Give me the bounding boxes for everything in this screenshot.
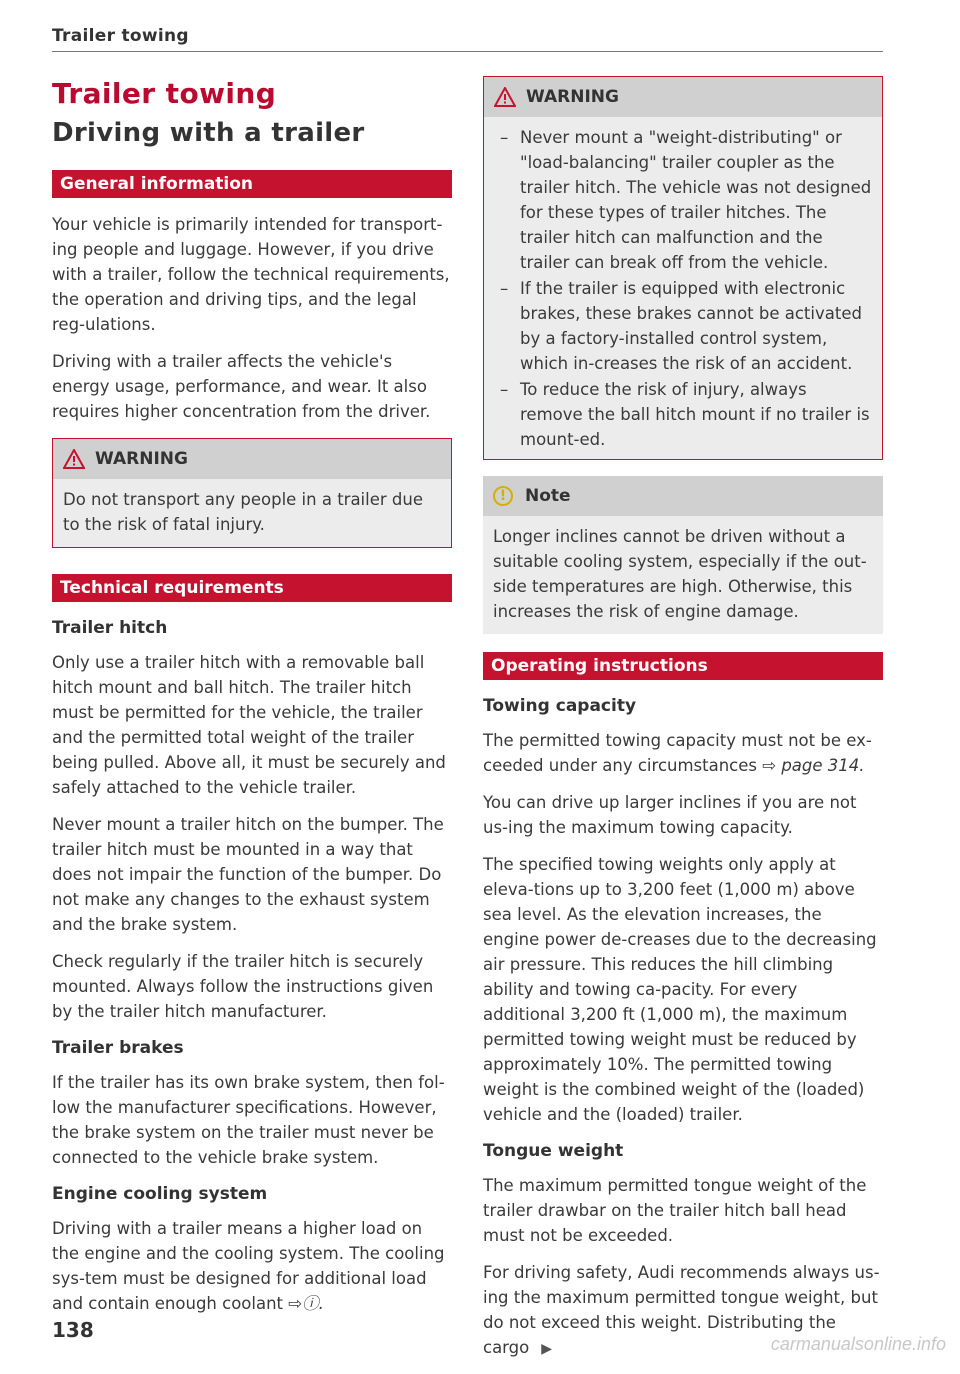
engine-cooling-paragraph: [52, 1216, 452, 1316]
warning-list-item: – If the trailer is equipped with electronic brakes, these brakes cannot be activated by a factory-installed control system, which in-creases the risk of an accident.: [494, 276, 872, 376]
tongue-paragraph-1: The maximum permitted tongue weight of the trailer drawbar on the trailer hitch ball head must not be exceeded.: [483, 1176, 867, 1245]
general-information-heading: General information: [52, 170, 452, 198]
operating-instructions-heading: Operating instructions: [483, 652, 883, 680]
note-box-body: [483, 516, 883, 634]
warning-box-2-body: [484, 117, 882, 459]
continue-arrow-icon: ▶: [541, 1341, 553, 1357]
trailer-brakes-paragraph: If the trailer has its own brake system, then fol-low the manufacturer specifications. However, the brake system on the trailer must never be connected to the vehicle brake system.: [52, 1073, 445, 1167]
note-box-title: Note: [525, 486, 571, 506]
page-reference-link[interactable]: ⇨ page 314.: [762, 756, 865, 775]
info-circle-icon: !: [493, 486, 513, 506]
warning-box-1-header: [53, 439, 451, 479]
chapter-title: Trailer towing: [52, 77, 277, 110]
warning-box-2: [483, 76, 883, 460]
towing-paragraph-2: You can drive up larger inclines if you are not us-ing the maximum towing capacity.: [483, 793, 857, 837]
warning-box-1: [52, 438, 452, 548]
warning-box-1-title: WARNING: [95, 449, 188, 469]
trailer-hitch-paragraph-3: Check regularly if the trailer hitch is securely mounted. Always follow the instructions given by the trailer hitch manufacturer.: [52, 952, 434, 1021]
engine-cooling-text: Driving with a trailer means a higher load on the engine and the cooling system. The cooling sys-tem must be designed for additional load and contain enough coolant: [52, 1219, 445, 1313]
left-column: [52, 74, 452, 1328]
tongue-weight-heading: Tongue weight: [483, 1141, 624, 1161]
warning-box-2-title: WARNING: [526, 87, 619, 107]
general-paragraph-1: Your vehicle is primarily intended for transport-ing people and luggage. However, if you drive with a trailer, follow the technical requirements, the operation and driving tips, and the legal reg-ulations.: [52, 215, 450, 334]
warning-box-1-text: Do not transport any people in a trailer due to the risk of fatal injury.: [63, 490, 423, 534]
running-header: Trailer towing: [52, 26, 189, 46]
towing-capacity-heading: Towing capacity: [483, 696, 637, 716]
towing-paragraph-3: The specified towing weights only apply at eleva-tions up to 3,200 feet (1,000 m) above sea level. As the elevation increases, the engine power de-creases due to the decreasing air pressure. This reduces the hill climbing ability and towing ca-pacity. For every additional 3,200 ft (1,000 m), the maximum permitted towing weight must be reduced by approximately 10%. The permitted towing weight is the combined weight of the (loaded) vehicle and the (loaded) trailer.: [483, 855, 877, 1124]
warning-list-item: – Never mount a "weight-distributing" or "load-balancing" trailer coupler as the trailer hitch. The vehicle was not designed for these types of trailer hitches. The trailer hitch can malfunction and the trailer can break off from the vehicle.: [494, 125, 872, 275]
towing-paragraph-1-text: The permitted towing capacity must not be ex-ceeded under any circumstances: [483, 731, 872, 775]
header-rule: [52, 51, 883, 52]
towing-paragraph-1: [483, 728, 883, 778]
right-column: [483, 74, 883, 1374]
page-number: 138: [52, 1318, 94, 1342]
note-text: Longer inclines cannot be driven without a suitable cooling system, especially if the out-side temperatures are high. Otherwise, this increases the risk of engine damage.: [493, 527, 867, 621]
general-paragraph-2: Driving with a trailer affects the vehicle's energy usage, performance, and wear. It also requires higher concentration from the driver.: [52, 352, 431, 421]
tongue-paragraph-2-text: For driving safety, Audi recommends always us-ing the maximum permitted tongue weight, but do not exceed this weight. Distributing the cargo: [483, 1263, 880, 1357]
note-reference-link[interactable]: ⇨ⓘ.: [288, 1294, 324, 1313]
warning-list-item: – To reduce the risk of injury, always remove the ball hitch mount if no trailer is mount-ed.: [494, 377, 872, 452]
warning-triangle-icon: [63, 449, 85, 469]
trailer-hitch-paragraph-2: Never mount a trailer hitch on the bumper. The trailer hitch must be mounted in a way that does not impair the function of the bumper. Do not make any changes to the exhaust system and the brake system.: [52, 815, 444, 934]
warning-box-2-header: [484, 77, 882, 117]
warning-list: [494, 125, 872, 452]
technical-requirements-heading: Technical requirements: [52, 574, 452, 602]
trailer-hitch-heading: Trailer hitch: [52, 618, 168, 638]
trailer-hitch-paragraph-1: Only use a trailer hitch with a removable ball hitch mount and ball hitch. The trailer hitch must be permitted for the vehicle, the trailer and the permitted total weight of the trailer being pulled. Above all, it must be securely and safely attached to the vehicle trailer.: [52, 653, 446, 797]
trailer-brakes-heading: Trailer brakes: [52, 1038, 184, 1058]
section-title: Driving with a trailer: [52, 118, 365, 148]
warning-box-1-body: [53, 479, 451, 547]
watermark: carmanualsonline.info: [770, 1334, 946, 1354]
note-box-header: [483, 476, 883, 516]
engine-cooling-heading: Engine cooling system: [52, 1184, 268, 1204]
note-box: [483, 476, 883, 634]
warning-triangle-icon: [494, 87, 516, 107]
